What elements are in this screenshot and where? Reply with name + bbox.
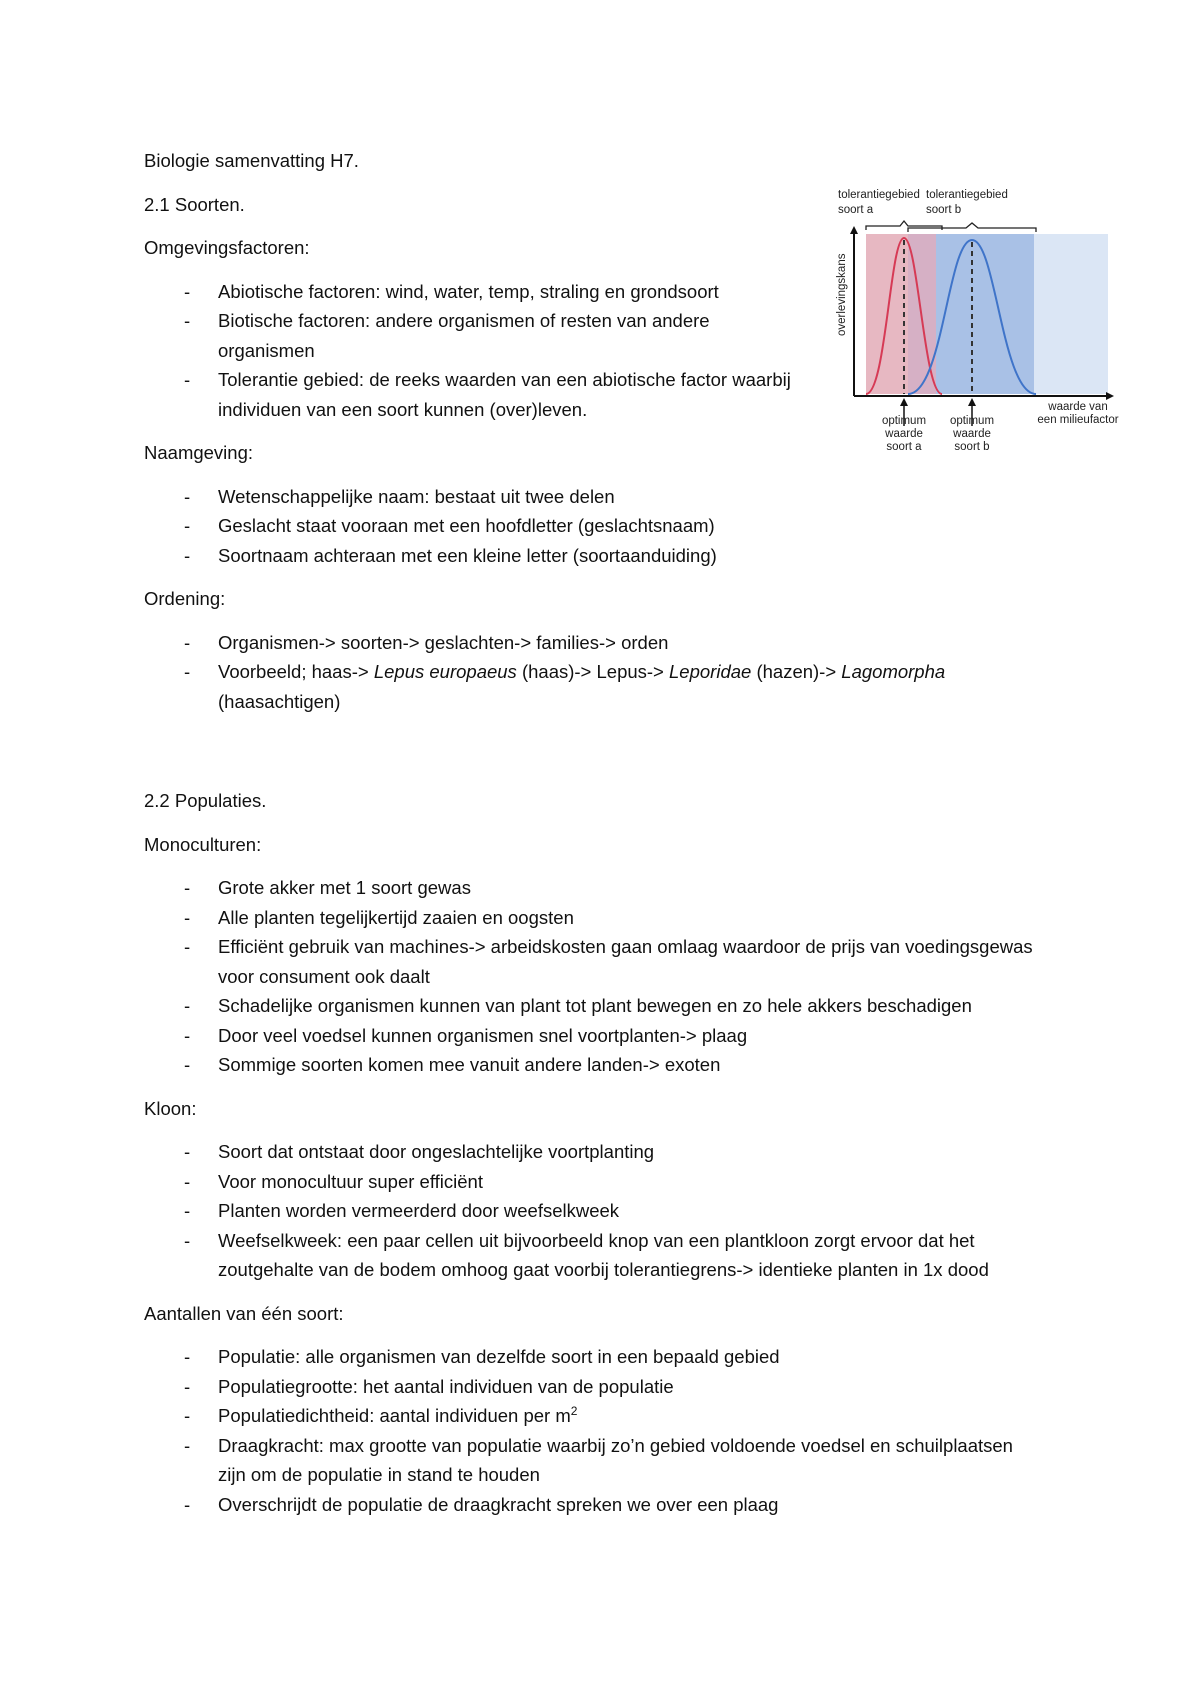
- label-tolerance-b: tolerantiegebied: [926, 189, 1008, 201]
- list-item: - Voor monocultuur super efficiënt: [144, 1167, 1064, 1197]
- label-optimum-b: optimum: [949, 415, 995, 427]
- label-optimum-a: optimum: [881, 415, 927, 427]
- heading-ordening: Ordening:: [144, 588, 226, 609]
- list-omgevingsfactoren: [144, 277, 794, 425]
- x-axis-label: waarde van: [1048, 401, 1108, 413]
- list-naamgeving: [144, 482, 1074, 571]
- example-text: (haas)-> Lepus->: [516, 661, 670, 682]
- list-item: - Biotische factoren: andere organismen of resten van andere organismen: [144, 306, 794, 365]
- label-tolerance-a: tolerantiegebied: [838, 189, 920, 201]
- heading-kloon: Kloon:: [144, 1097, 197, 1119]
- heading-omgevingsfactoren: Omgevingsfactoren:: [144, 237, 310, 258]
- x-axis-arrow: [1106, 392, 1114, 400]
- optimum-arrowhead-a: [900, 398, 908, 406]
- list-item: - Overschrijdt de populatie de draagkracht spreken we over een plaag: [144, 1490, 1024, 1520]
- list-item-example: [144, 657, 1024, 716]
- optimum-arrowhead-b: [968, 398, 976, 406]
- list-item: - Wetenschappelijke naam: bestaat uit twee delen: [144, 482, 1074, 512]
- list-item: - Draagkracht: max grootte van populatie waarbij zo’n gebied voldoende voedsel en schuilplaatsen zijn om de populatie in stand te houden: [144, 1431, 1024, 1490]
- label-optimum-b: waarde: [953, 428, 991, 440]
- list-item: - Grote akker met 1 soort gewas: [144, 873, 1064, 903]
- tolerance-diagram: [838, 186, 1158, 466]
- list-item: - Populatiegrootte: het aantal individuen van de populatie: [144, 1372, 1024, 1402]
- section-title-soorten: 2.1 Soorten.: [144, 193, 245, 215]
- list-item-density: [144, 1401, 1024, 1431]
- document-title: Biologie samenvatting H7.: [144, 150, 359, 171]
- list-item: - Efficiënt gebruik van machines-> arbeidskosten gaan omlaag waardoor de prijs van voedingsgewas voor consument ook daalt: [144, 932, 1064, 991]
- y-axis-arrow: [850, 226, 858, 234]
- label-optimum-b: soort b: [954, 441, 990, 453]
- label-tolerance-a-species: soort a: [838, 204, 874, 216]
- density-text: Populatiedichtheid: aantal individuen per m: [218, 1405, 571, 1426]
- bracket-b: [908, 223, 1036, 232]
- section-title-populaties: 2.2 Populaties.: [144, 790, 267, 811]
- list-item: - Tolerantie gebied: de reeks waarden van een abiotische factor waarbij individuen van een soort kunnen (over)leven.: [144, 365, 794, 424]
- x-axis-label: een milieufactor: [1037, 414, 1119, 426]
- list-monoculturen: [144, 873, 1064, 1080]
- list-item: - Door veel voedsel kunnen organismen snel voortplanten-> plaag: [144, 1021, 1064, 1051]
- list-item: - Geslacht staat vooraan met een hoofdletter (geslachtsnaam): [144, 511, 1074, 541]
- example-text: Voorbeeld; haas->: [218, 661, 374, 682]
- order-name: Lagomorpha: [841, 661, 946, 682]
- y-axis-label: overlevingskans: [836, 253, 848, 336]
- heading-naamgeving: Naamgeving:: [144, 442, 254, 463]
- list-item: - Abiotische factoren: wind, water, temp, straling en grondsoort: [144, 277, 794, 307]
- list-item: - Soortnaam achteraan met een kleine letter (soortaanduiding): [144, 541, 1074, 571]
- list-item: - Sommige soorten komen mee vanuit andere landen-> exoten: [144, 1050, 1064, 1080]
- family-name: Leporidae: [669, 661, 752, 682]
- species-name: Lepus europaeus: [373, 661, 517, 682]
- heading-aantallen: Aantallen van één soort:: [144, 1302, 344, 1324]
- heading-monoculturen: Monoculturen:: [144, 833, 262, 855]
- section-populaties: [144, 786, 1074, 1533]
- list-aantallen: [144, 1342, 1024, 1519]
- tolerance-diagram-svg: [838, 186, 1158, 466]
- list-ordening: [144, 628, 1024, 717]
- label-optimum-a: waarde: [885, 428, 923, 440]
- list-item: - Schadelijke organismen kunnen van plant tot plant bewegen en zo hele akkers beschadigen: [144, 991, 1064, 1021]
- outside-zone: [1034, 234, 1108, 394]
- list-item: - Alle planten tegelijkertijd zaaien en oogsten: [144, 903, 1064, 933]
- list-kloon: [144, 1137, 1064, 1285]
- label-optimum-a: soort a: [886, 441, 922, 453]
- example-text: (hazen)->: [751, 661, 842, 682]
- density-superscript: 2: [570, 1403, 578, 1418]
- label-tolerance-b-species: soort b: [926, 204, 962, 216]
- list-item: - Populatie: alle organismen van dezelfde soort in een bepaald gebied: [144, 1342, 1024, 1372]
- example-text: (haasachtigen): [218, 690, 341, 712]
- list-item: - Weefselkweek: een paar cellen uit bijvoorbeeld knop van een plantkloon zorgt ervoor dat het zoutgehalte van de bodem omhoog gaat voorbij tolerantiegrens-> identieke planten in 1x dood: [144, 1226, 1064, 1285]
- list-item: - Soort dat ontstaat door ongeslachtelijke voortplanting: [144, 1137, 1064, 1167]
- list-item: - Planten worden vermeerderd door weefselkweek: [144, 1196, 1064, 1226]
- list-item: - Organismen-> soorten-> geslachten-> families-> orden: [144, 628, 1024, 658]
